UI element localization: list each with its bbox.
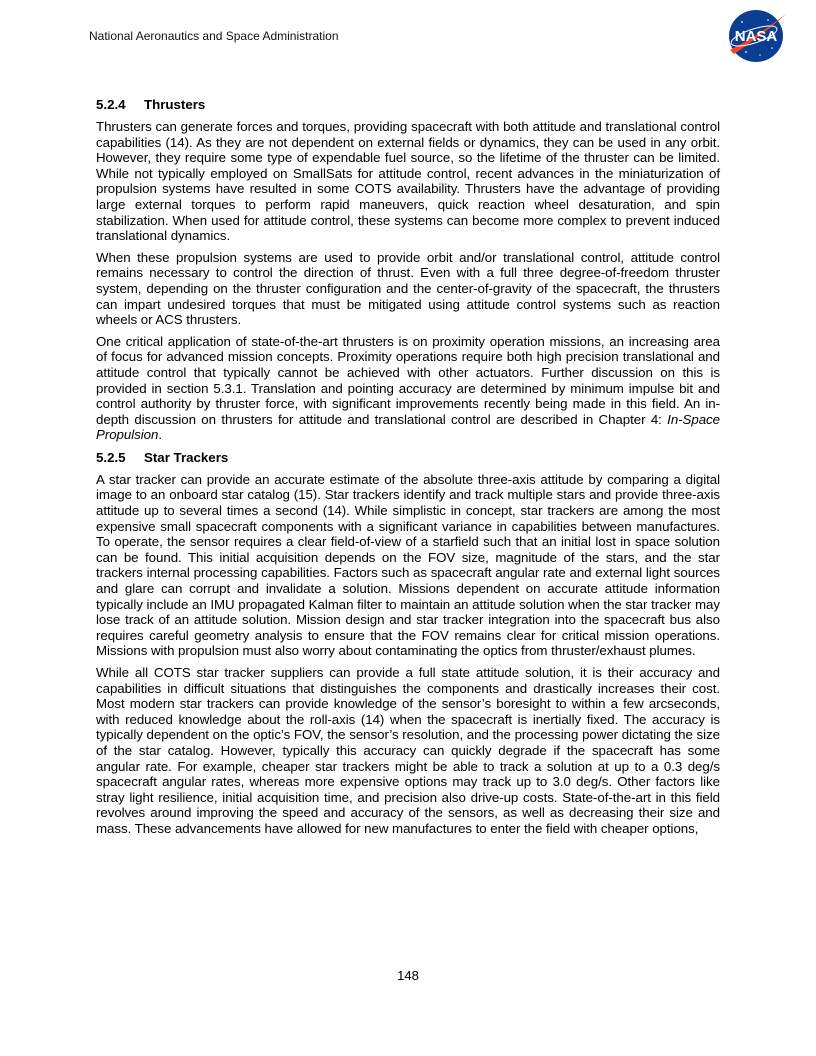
section-title: Thrusters (144, 97, 206, 112)
section-title: Star Trackers (144, 449, 229, 465)
paragraph-end: . (158, 427, 162, 443)
paragraph: While all COTS star tracker suppliers can provide a full state attitude solution, it is their accuracy and capabilities in difficult situations that distinguishes the components and drastically increases their cost. Most modern star trackers can provide knowledge of the sensor’s boresight to within a few arcseconds, with reduced knowledge about the roll-axis (14) when the spacecraft is inertially fixed. The accuracy is typically dependent on the optic’s FOV, the sensor’s resolution, and the processing power dictating the size of the star catalog. However, typically this accuracy can quickly degrade if the spacecraft has some angular rate. For example, cheaper star trackers might be able to track a solution at up to a 0.3 deg/s spacecraft angular rates, whereas more expensive options may track up to 3.0 deg/s. Other factors like stray light resilience, initial acquisition time, and precision also drive-up costs. State-of-the-art in this field revolves around improving the speed and accuracy of the sensors, as well as decreasing their size and mass. These advancements have allowed for new manufactures to enter the field with cheaper options, (96, 665, 720, 836)
paragraph: Thrusters can generate forces and torques, providing spacecraft with both attitude and translational control capabilities (14). As they are not dependent on external fields or dynamics, they can be used in any orbit. However, they require some type of expendable fuel source, so the lifetime of the thruster can be limited. While not typically employed on SmallSats for attitude control, recent advances in the miniaturization of propulsion systems have resulted in some COTS availability. Thrusters have the advantage of providing large external torques to perform rapid maneuvers, quick reaction wheel desaturation, and spin stabilization. When used for attitude control, these systems can become more complex to prevent induced translational dynamics. (96, 119, 720, 244)
paragraph: A star tracker can provide an accurate estimate of the absolute three-axis attitude by comparing a digital image to an onboard star catalog (15). Star trackers identify and track multiple stars and provide three-axis attitude up to several times a second (14). While simplistic in concept, star trackers are among the most expensive small spacecraft components with a significant variance in capabilities between manufactures. To operate, the sensor requires a clear field-of-view of a starfield such that an initial lost in space solution can be found. This initial acquisition depends on the FOV size, magnitude of the stars, and the star trackers internal processing capabilities. Factors such as spacecraft angular rate and external light sources and glare can corrupt and invalidate a solution. Missions dependent on accurate attitude information typically include an IMU propagated Kalman filter to maintain an attitude solution when the star tracker may lose track of an attitude solution. Mission design and star tracker integration into the spacecraft bus also requires careful geometry analysis to ensure that the FOV remains clear for critical mission operations. Missions with propulsion must also worry about contaminating the optics from thruster/exhaust plumes. (96, 471, 720, 659)
paragraph: When these propulsion systems are used to provide orbit and/or translational control, attitude control remains necessary to control the direction of thrust. Even with a full three degree-of-freedom thruster system, depending on the thruster configuration and the center-of-gravity of the spacecraft, the thrusters can impart undesired torques that must be mitigated using attitude control systems such as reaction wheels or ACS thrusters. (96, 249, 720, 328)
section-heading (96, 449, 720, 466)
section-thrusters (96, 96, 720, 443)
logo-text: NASA (734, 28, 778, 45)
organization-name: National Aeronautics and Space Administration (89, 29, 339, 43)
page-number: 148 (397, 968, 419, 983)
paragraph (96, 334, 720, 443)
chapter-reference: In-Space Propulsion (96, 411, 720, 443)
paragraph-text: One critical application of state-of-the-art thrusters is on proximity operation missions, an increasing area of focus for advanced mission concepts. Proximity operations require both high precision translational and attitude control that typically cannot be achieved with other actuators. Further discussion on this is provided in section 5.3.1. Translation and pointing accuracy are determined by minimum impulse bit and control authority by thruster force, with significant improvements recently being made in this field. An in-depth discussion on thrusters for attitude and translational control are described in Chapter 4: (96, 333, 720, 427)
section-number: 5.2.5 (96, 449, 126, 465)
section-heading (96, 96, 720, 113)
section-number: 5.2.4 (96, 97, 126, 112)
nasa-logo-icon (724, 8, 788, 64)
document-body (96, 96, 720, 843)
section-star-trackers (96, 449, 720, 837)
